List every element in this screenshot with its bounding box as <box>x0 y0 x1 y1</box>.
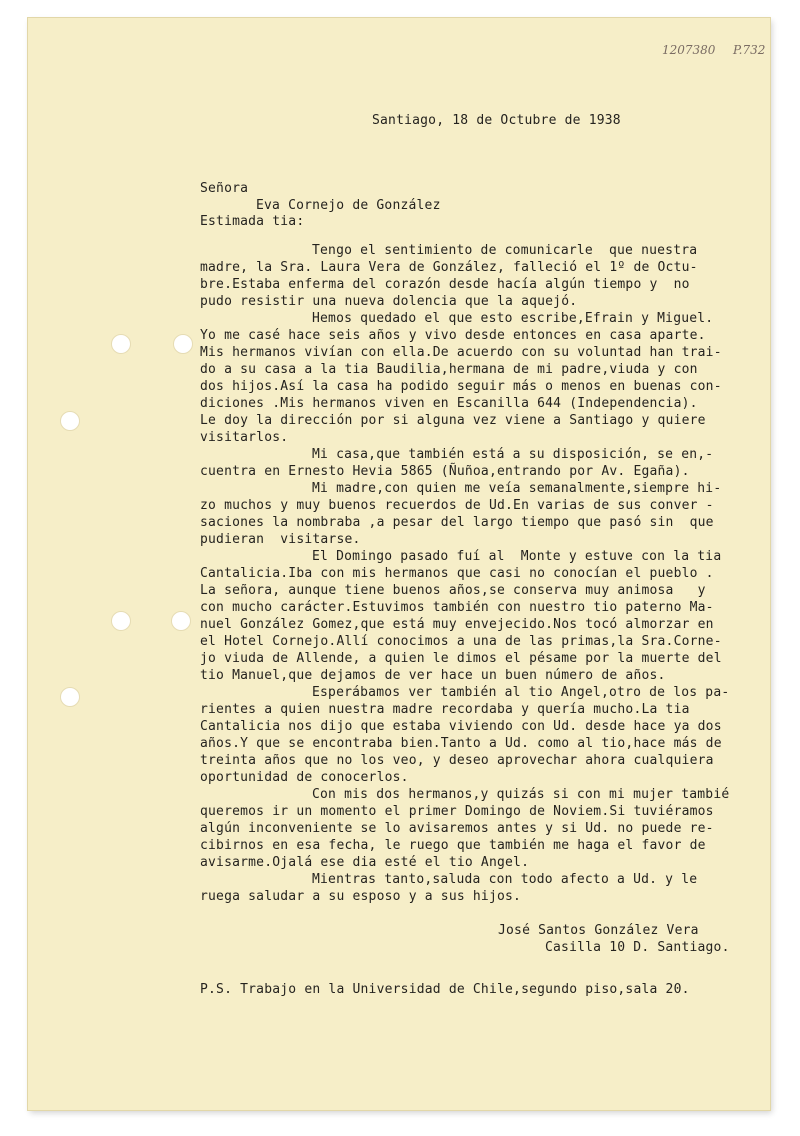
body-line: El Domingo pasado fuí al Monte y estuve con la tia <box>312 549 722 564</box>
body-line: dos hijos.Así la casa ha podido seguir más o menos en buenas con- <box>200 379 722 394</box>
punch-hole <box>173 334 193 354</box>
body-line: madre, la Sra. Laura Vera de González, falleció el 1º de Octu- <box>200 260 698 275</box>
archive-page-number: P.732 <box>733 43 766 57</box>
body-line: Mientras tanto,saluda con todo afecto a Ud. y le <box>312 872 698 887</box>
body-line: Mis hermanos vivían con ella.De acuerdo con su voluntad han trai- <box>200 345 722 360</box>
body-line: do a su casa a la tia Baudilia,hermana de mi padre,viuda y con <box>200 362 698 377</box>
salutation: Estimada tia: <box>200 214 305 229</box>
body-line: cuentra en Ernesto Hevia 5865 (Ñuñoa,entrando por Av. Egaña). <box>200 464 690 479</box>
body-line: Mi madre,con quien me veía semanalmente,siempre hi- <box>312 481 722 496</box>
body-line: nuel González Gomez,que está muy envejecido.Nos tocó almorzar en <box>200 617 714 632</box>
body-line: Cantalicia.Iba con mis hermanos que casi no conocían el pueblo . <box>200 566 714 581</box>
body-line: visitarlos. <box>200 430 289 445</box>
body-line: Esperábamos ver también al tio Angel,otro de los pa- <box>312 685 730 700</box>
punch-hole <box>111 611 131 631</box>
body-line: jo viuda de Allende, a quien le dimos el pésame por la muerte del <box>200 651 722 666</box>
body-line: Mi casa,que también está a su disposición, se en,- <box>312 447 714 462</box>
punch-hole <box>111 334 131 354</box>
body-line: Tengo el sentimiento de comunicarle que nuestra <box>312 243 698 258</box>
body-line: Yo me casé hace seis años y vivo desde entonces en casa aparte. <box>200 328 706 343</box>
recipient-name: Eva Cornejo de González <box>256 198 441 213</box>
body-line: el Hotel Cornejo.Allí conocimos a una de las primas,la Sra.Corne- <box>200 634 722 649</box>
archive-code: 1207380 <box>662 43 716 57</box>
body-line: treinta años que no los veo, y deseo aprovechar ahora cualquiera <box>200 753 714 768</box>
body-line: Con mis dos hermanos,y quizás si con mi mujer tambié <box>312 787 730 802</box>
body-line: oportunidad de conocerlos. <box>200 770 409 785</box>
body-line: Hemos quedado el que esto escribe,Efrain y Miguel. <box>312 311 714 326</box>
body-line: pudo resistir una nueva dolencia que la aquejó. <box>200 294 578 309</box>
body-line: queremos ir un momento el primer Domingo de Noviem.Si tuviéramos <box>200 804 714 819</box>
body-line: años.Y que se encontraba bien.Tanto a Ud. como al tio,hace más de <box>200 736 722 751</box>
postscript: P.S. Trabajo en la Universidad de Chile,segundo piso,sala 20. <box>200 982 690 997</box>
body-line: zo muchos y muy buenos recuerdos de Ud.En varias de sus conver - <box>200 498 714 513</box>
body-line: bre.Estaba enferma del corazón desde hacía algún tiempo y no <box>200 277 690 292</box>
body-line: ruega saludar a su esposo y a sus hijos. <box>200 889 522 904</box>
body-line: cibirnos en esa fecha, le ruego que también me haga el favor de <box>200 838 706 853</box>
recipient-title: Señora <box>200 181 249 196</box>
body-line: avisarme.Ojalá ese dia esté el tio Angel. <box>200 855 530 870</box>
punch-hole <box>60 411 80 431</box>
body-line: pudieran visitarse. <box>200 532 361 547</box>
body-line: Cantalicia nos dijo que estaba viviendo con Ud. desde hace ya dos <box>200 719 722 734</box>
punch-hole <box>60 687 80 707</box>
body-line: Le doy la dirección por si alguna vez viene a Santiago y quiere <box>200 413 706 428</box>
body-line: con mucho carácter.Estuvimos también con nuestro tio paterno Ma- <box>200 600 714 615</box>
signature-name: José Santos González Vera <box>498 923 699 938</box>
body-line: tio Manuel,que dejamos de ver hace un buen número de años. <box>200 668 666 683</box>
body-line: diciones .Mis hermanos viven en Escanilla 644 (Independencia). <box>200 396 698 411</box>
body-line: rientes a quien nuestra madre recordaba y quería mucho.La tia <box>200 702 690 717</box>
punch-hole <box>171 611 191 631</box>
body-line: saciones la nombraba ,a pesar del largo tiempo que pasó sin que <box>200 515 714 530</box>
letter-date: Santiago, 18 de Octubre de 1938 <box>372 113 621 128</box>
body-line: La señora, aunque tiene buenos años,se conserva muy animosa y <box>200 583 706 598</box>
body-line: algún inconveniente se lo avisaremos antes y si Ud. no puede re- <box>200 821 714 836</box>
signature-address: Casilla 10 D. Santiago. <box>545 940 730 955</box>
